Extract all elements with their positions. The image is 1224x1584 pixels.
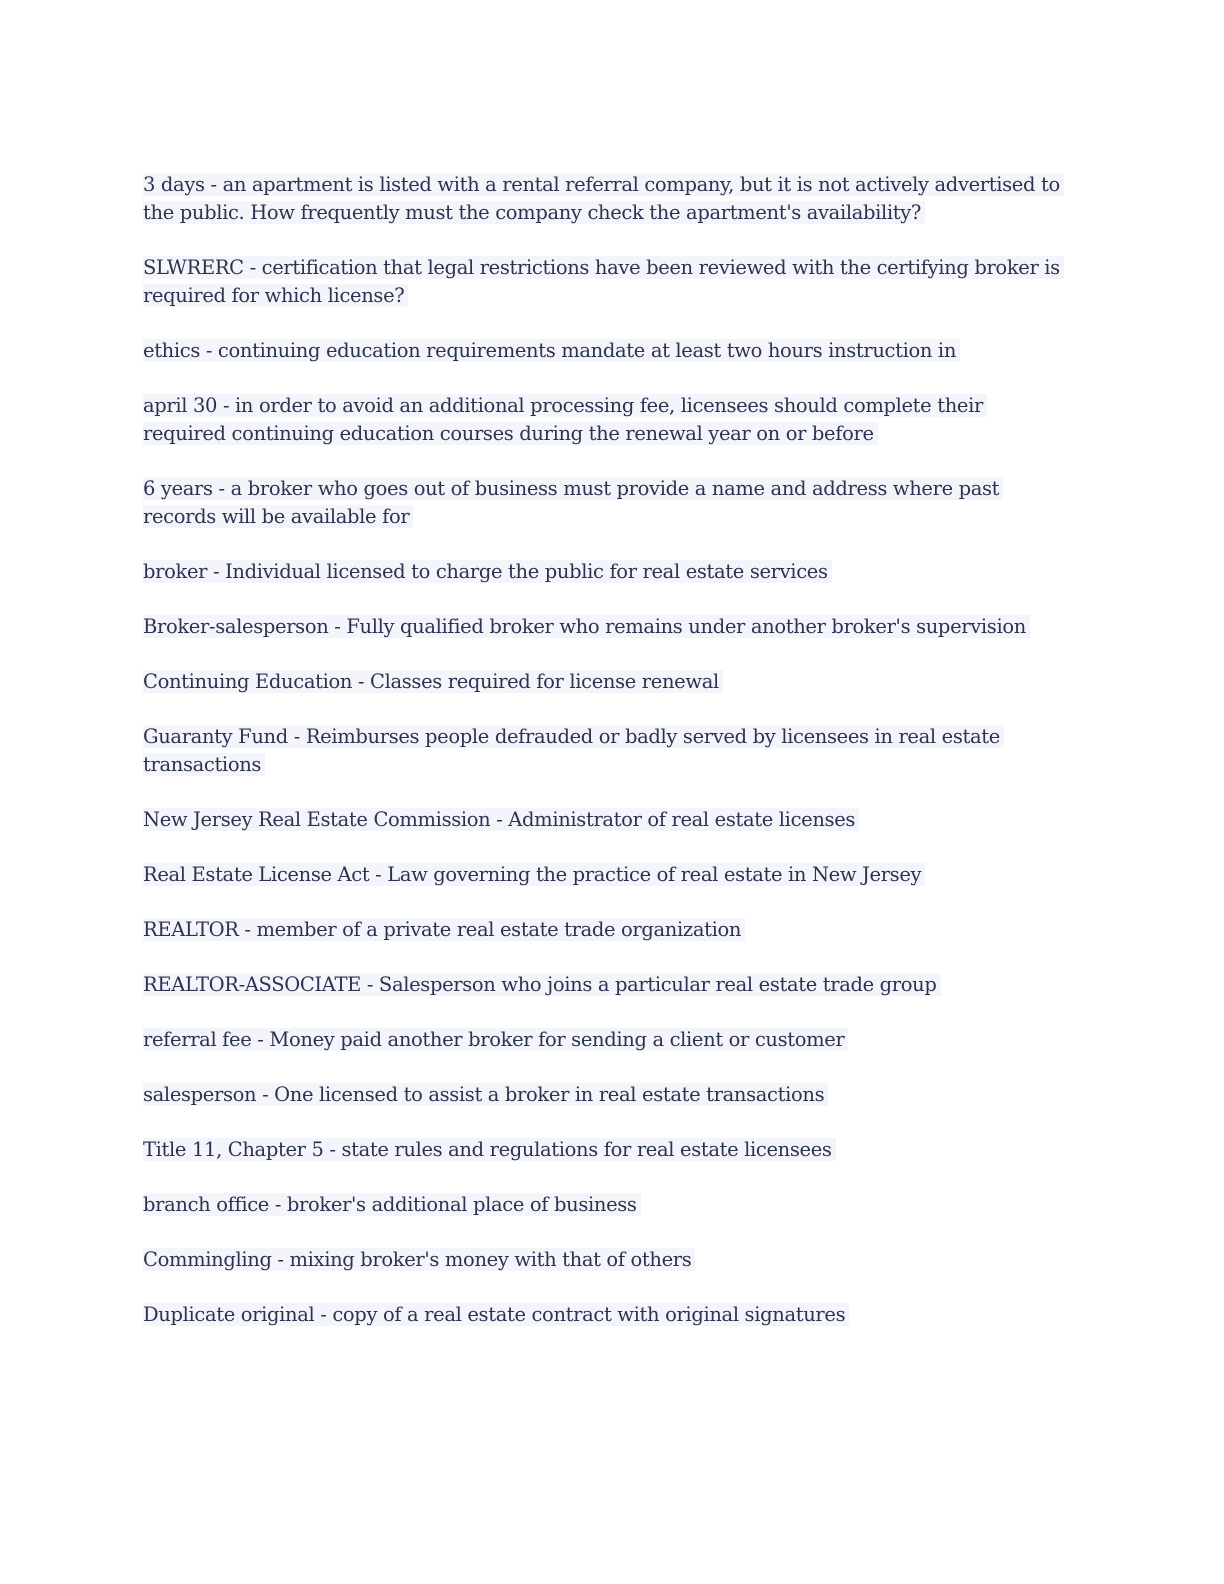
- flashcard-entry: [143, 971, 1063, 999]
- entry-text: New Jersey Real Estate Commission - Administrator of real estate licenses: [143, 808, 859, 831]
- flashcard-entry: [143, 337, 1063, 365]
- entry-text: 3 days - an apartment is listed with a rental referral company, but it is not actively advertised to the public. How frequently must the company check the apartment's availability?: [143, 173, 1064, 224]
- flashcard-entry: [143, 723, 1063, 779]
- flashcard-entry: [143, 171, 1063, 227]
- entry-text: Real Estate License Act - Law governing the practice of real estate in New Jersey: [143, 863, 925, 886]
- entry-text: Commingling - mixing broker's money with that of others: [143, 1248, 695, 1271]
- entry-text: Continuing Education - Classes required for license renewal: [143, 670, 723, 693]
- entry-text: april 30 - in order to avoid an additional processing fee, licensees should complete their required continuing education courses during the renewal year on or before: [143, 394, 987, 445]
- flashcard-entry: [143, 861, 1063, 889]
- entry-text: Guaranty Fund - Reimburses people defrauded or badly served by licensees in real estate transactions: [143, 725, 1004, 776]
- entry-text: Broker-salesperson - Fully qualified broker who remains under another broker's supervision: [143, 615, 1030, 638]
- entry-text: ethics - continuing education requirements mandate at least two hours instruction in: [143, 339, 960, 362]
- flashcard-entry: [143, 392, 1063, 448]
- flashcard-entry: [143, 668, 1063, 696]
- entry-text: referral fee - Money paid another broker for sending a client or customer: [143, 1028, 848, 1051]
- flashcard-entry: [143, 1301, 1063, 1329]
- flashcard-entry: [143, 475, 1063, 531]
- flashcard-entry: [143, 1026, 1063, 1054]
- flashcard-entry: [143, 613, 1063, 641]
- entry-text: REALTOR-ASSOCIATE - Salesperson who joins a particular real estate trade group: [143, 973, 941, 996]
- entry-text: SLWRERC - certification that legal restrictions have been reviewed with the certifying broker is required for which license?: [143, 256, 1064, 307]
- flashcard-entry: [143, 254, 1063, 310]
- flashcard-list: [143, 171, 1063, 1356]
- entry-text: broker - Individual licensed to charge the public for real estate services: [143, 560, 832, 583]
- flashcard-entry: [143, 806, 1063, 834]
- flashcard-entry: [143, 1136, 1063, 1164]
- flashcard-entry: [143, 558, 1063, 586]
- entry-text: Title 11, Chapter 5 - state rules and regulations for real estate licensees: [143, 1138, 836, 1161]
- entry-text: salesperson - One licensed to assist a broker in real estate transactions: [143, 1083, 828, 1106]
- flashcard-entry: [143, 1246, 1063, 1274]
- flashcard-entry: [143, 1191, 1063, 1219]
- entry-text: REALTOR - member of a private real estate trade organization: [143, 918, 745, 941]
- entry-text: Duplicate original - copy of a real estate contract with original signatures: [143, 1303, 849, 1326]
- entry-text: 6 years - a broker who goes out of business must provide a name and address where past records will be available for: [143, 477, 1003, 528]
- flashcard-entry: [143, 1081, 1063, 1109]
- entry-text: branch office - broker's additional place of business: [143, 1193, 641, 1216]
- flashcard-entry: [143, 916, 1063, 944]
